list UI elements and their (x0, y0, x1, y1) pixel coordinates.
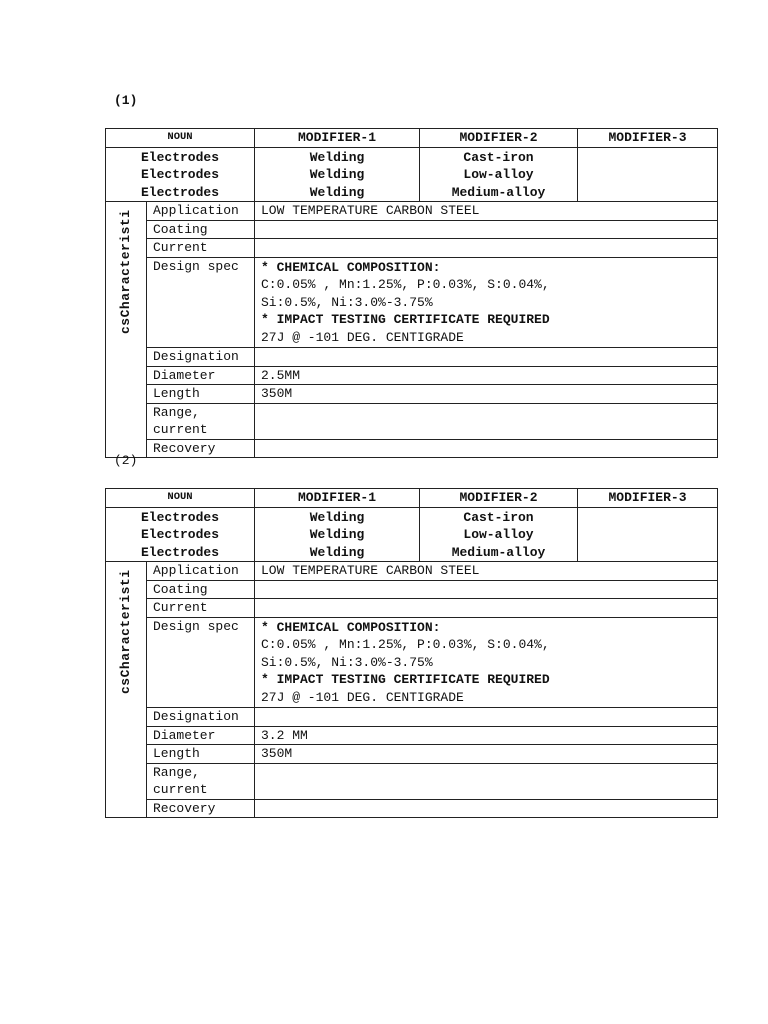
attribute-name: Application (147, 202, 255, 221)
attribute-value (255, 708, 718, 727)
attribute-value (255, 580, 718, 599)
attribute-value (255, 220, 718, 239)
attribute-name: Diameter (147, 726, 255, 745)
attribute-name: Diameter (147, 366, 255, 385)
design-spec-line: 27J @ -101 DEG. CENTIGRADE (261, 329, 464, 345)
attribute-row (106, 385, 718, 404)
modifier-1-cell (255, 147, 420, 202)
design-spec-value (255, 617, 718, 708)
attribute-row (106, 348, 718, 367)
header-row (106, 129, 718, 148)
design-spec-line: C:0.05% , Mn:1.25%, P:0.03%, S:0.04%, (261, 277, 550, 292)
header-modifier-1: MODIFIER-1 (255, 489, 420, 508)
characteristics-side-label (106, 202, 147, 458)
noun-value: Electrodes (140, 509, 219, 525)
design-spec-value (255, 257, 718, 348)
modifier-1-value: Welding (309, 149, 365, 165)
characteristics-label: csCharacteristi (118, 569, 134, 695)
attribute-row (106, 708, 718, 727)
design-spec-line: * IMPACT TESTING CERTIFICATE REQUIRED (261, 672, 550, 687)
modifier-2-value: Medium-alloy (451, 544, 546, 560)
header-noun: NOUN (106, 489, 255, 508)
modifier-1-cell (255, 507, 420, 562)
attribute-value (255, 799, 718, 818)
header-modifier-2: MODIFIER-2 (420, 489, 578, 508)
noun-value: Electrodes (140, 167, 219, 182)
attribute-row (106, 580, 718, 599)
design-spec-line: Si:0.5%, Ni:3.0%-3.75% (261, 654, 433, 670)
attribute-row (106, 239, 718, 258)
modifier-2-value: Cast-iron (463, 149, 534, 165)
modifier-1-value: Welding (309, 527, 365, 542)
attribute-name: Current (147, 239, 255, 258)
attribute-name: Coating (147, 580, 255, 599)
noun-value: Electrodes (140, 527, 219, 542)
modifier-2-value: Low-alloy (463, 527, 534, 542)
section-label: (2) (114, 453, 138, 468)
attribute-value: 350M (255, 745, 718, 764)
attribute-name: Designation (147, 708, 255, 727)
attribute-name: Current (147, 599, 255, 618)
spec-table (105, 488, 718, 818)
noun-value: Electrodes (140, 184, 219, 200)
noun-row (106, 147, 718, 202)
attribute-name: Range, current (147, 763, 255, 799)
attribute-value: 3.2 MM (255, 726, 718, 745)
modifier-3-cell (578, 507, 718, 562)
noun-value: Electrodes (140, 544, 219, 560)
attribute-row (106, 366, 718, 385)
attribute-name: Design spec (147, 257, 255, 348)
attribute-value (255, 239, 718, 258)
noun-value: Electrodes (140, 149, 219, 165)
section-label: (1) (114, 93, 138, 108)
modifier-1-value: Welding (309, 509, 365, 525)
modifier-3-cell (578, 147, 718, 202)
attribute-row (106, 257, 718, 348)
header-modifier-2: MODIFIER-2 (420, 129, 578, 148)
attribute-name: Designation (147, 348, 255, 367)
attribute-row (106, 562, 718, 581)
attribute-name: Range, current (147, 403, 255, 439)
attribute-name: Length (147, 385, 255, 404)
spec-table (105, 128, 718, 458)
attribute-row (106, 726, 718, 745)
modifier-1-value: Welding (309, 184, 365, 200)
attribute-value: 2.5MM (255, 366, 718, 385)
characteristics-side-label (106, 562, 147, 818)
attribute-name: Recovery (147, 439, 255, 458)
attribute-row (106, 745, 718, 764)
header-modifier-3: MODIFIER-3 (578, 489, 718, 508)
modifier-2-cell (420, 507, 578, 562)
header-row (106, 489, 718, 508)
attribute-value (255, 348, 718, 367)
attribute-name: Design spec (147, 617, 255, 708)
attribute-row (106, 763, 718, 799)
design-spec-line: 27J @ -101 DEG. CENTIGRADE (261, 689, 464, 705)
attribute-value: LOW TEMPERATURE CARBON STEEL (255, 562, 718, 581)
modifier-2-value: Low-alloy (463, 167, 534, 182)
design-spec-line: Si:0.5%, Ni:3.0%-3.75% (261, 294, 433, 310)
design-spec-line: * CHEMICAL COMPOSITION: (261, 259, 441, 275)
attribute-name: Application (147, 562, 255, 581)
modifier-2-value: Medium-alloy (451, 184, 546, 200)
attribute-name: Recovery (147, 799, 255, 818)
attribute-name: Coating (147, 220, 255, 239)
attribute-value (255, 439, 718, 458)
header-noun: NOUN (106, 129, 255, 148)
design-spec-line: * CHEMICAL COMPOSITION: (261, 619, 441, 635)
attribute-value (255, 763, 718, 799)
attribute-row (106, 439, 718, 458)
characteristics-label: csCharacteristi (118, 209, 134, 335)
attribute-value: 350M (255, 385, 718, 404)
modifier-1-value: Welding (309, 544, 365, 560)
noun-row (106, 507, 718, 562)
attribute-row (106, 220, 718, 239)
attribute-row (106, 799, 718, 818)
modifier-2-value: Cast-iron (463, 509, 534, 525)
attribute-row (106, 403, 718, 439)
modifier-1-value: Welding (309, 167, 365, 182)
noun-cell (106, 507, 255, 562)
attribute-row (106, 202, 718, 221)
design-spec-line: * IMPACT TESTING CERTIFICATE REQUIRED (261, 312, 550, 327)
attribute-row (106, 617, 718, 708)
header-modifier-1: MODIFIER-1 (255, 129, 420, 148)
noun-cell (106, 147, 255, 202)
attribute-value (255, 403, 718, 439)
attribute-value: LOW TEMPERATURE CARBON STEEL (255, 202, 718, 221)
attribute-value (255, 599, 718, 618)
attribute-name: Length (147, 745, 255, 764)
header-modifier-3: MODIFIER-3 (578, 129, 718, 148)
design-spec-line: C:0.05% , Mn:1.25%, P:0.03%, S:0.04%, (261, 637, 550, 652)
attribute-row (106, 599, 718, 618)
modifier-2-cell (420, 147, 578, 202)
